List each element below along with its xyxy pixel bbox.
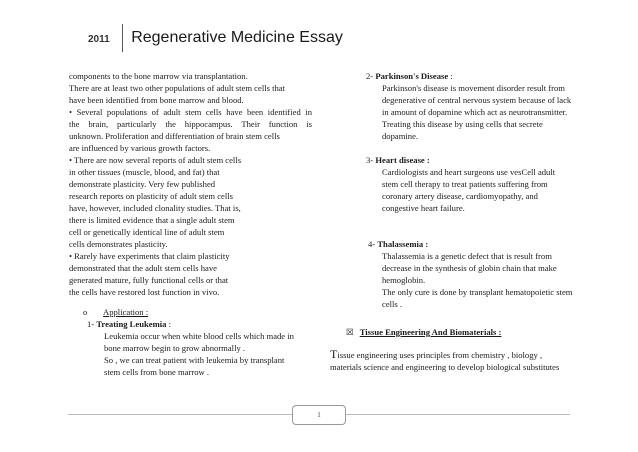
body-line: in other tissues (muscle, blood, and fat) that bbox=[69, 167, 220, 177]
body-line: The only cure is done by transplant hematopoietic stem bbox=[382, 287, 573, 297]
page-header bbox=[88, 24, 343, 52]
body-line: the cells have restored lost function in vivo. bbox=[69, 287, 220, 297]
item-number: 1- bbox=[87, 319, 95, 329]
body-line: demonstrate plasticity. Very few published bbox=[69, 179, 216, 189]
body-line: have been identified from bone marrow and blood. bbox=[69, 95, 244, 105]
application-label: Application : bbox=[103, 307, 149, 317]
item-number: 3- bbox=[366, 155, 374, 165]
header-title: Regenerative Medicine Essay bbox=[131, 29, 343, 46]
checkbox-bullet-icon: ☒ bbox=[346, 327, 354, 337]
body-line: decrease in the synthesis of globin chain that make bbox=[382, 263, 557, 273]
body-line: research reports on plasticity of adult stem cells bbox=[69, 191, 233, 201]
body-line: unknown. Proliferation and differentiation of brain stem cells bbox=[69, 131, 280, 141]
tissue-paragraph bbox=[330, 348, 590, 361]
body-line: hemoglobin. bbox=[382, 275, 426, 285]
item-title: Thalassemia : bbox=[377, 239, 429, 249]
heart-disease-heading bbox=[330, 154, 590, 166]
body-line: Treating this disease by using cells that secrete bbox=[382, 119, 543, 129]
body-line: • There are now several reports of adult stem cells bbox=[69, 155, 242, 165]
item-title: Treating Leukemia bbox=[96, 319, 167, 329]
right-column bbox=[330, 70, 590, 373]
body-line: in amount of dopamine which act as neurotransmitter. bbox=[382, 107, 568, 117]
body-line: congestive heart failure. bbox=[382, 203, 465, 213]
body-line: are influenced by various growth factors. bbox=[69, 143, 211, 153]
body-line: there is limited evidence that a single adult stem bbox=[69, 215, 235, 225]
header-divider bbox=[122, 24, 124, 52]
item-suffix: : bbox=[448, 71, 453, 81]
body-line: Thalassemia is a genetic defect that is result from bbox=[382, 251, 552, 261]
left-column bbox=[69, 70, 312, 378]
body-line: degenerative of central nervous system because of lack bbox=[382, 95, 572, 105]
body-line: dopamine. bbox=[382, 131, 419, 141]
item-title: Heart disease : bbox=[375, 155, 430, 165]
item-number: 4- bbox=[368, 239, 376, 249]
body-line: generated mature, fully functional cells or that bbox=[69, 275, 229, 285]
body-line: coronary artery disease, cardiomyopathy, and bbox=[382, 191, 538, 201]
leukemia-heading bbox=[69, 318, 312, 330]
page-number: 1 bbox=[292, 405, 346, 425]
tissue-engineering-heading bbox=[330, 326, 590, 338]
drop-letter: T bbox=[330, 347, 338, 361]
body-line: • Several populations of adult stem cells have been identified in bbox=[69, 107, 312, 117]
list-bullet: o bbox=[83, 307, 88, 317]
thalassemia-heading bbox=[330, 238, 590, 250]
application-heading bbox=[69, 306, 312, 318]
body-line: cell or genetically identical line of adult stem bbox=[69, 227, 225, 237]
body-line: the brain, particularly the hippocampus. Their function is bbox=[69, 119, 312, 129]
body-line: Cardiologists and heart surgeons use vesCell adult bbox=[382, 167, 556, 177]
body-line: Parkinson's disease is movement disorder result from bbox=[382, 83, 565, 93]
body-line: stem cell therapy to treat patients suffering from bbox=[382, 179, 548, 189]
body-line: There are at least two other populations of adult stem cells that bbox=[69, 83, 285, 93]
body-line: components to the bone marrow via transplantation. bbox=[69, 71, 248, 81]
body-line: Leukemia occur when white blood cells which made in bbox=[104, 331, 294, 341]
body-line: • Rarely have experiments that claim plasticity bbox=[69, 251, 230, 261]
item-suffix: : bbox=[166, 319, 171, 329]
parkinsons-heading bbox=[330, 70, 590, 82]
page-footer bbox=[0, 405, 638, 425]
body-line: stem cells from bone marrow . bbox=[104, 367, 210, 377]
body-line: materials science and engineering to develop biological substitutes bbox=[330, 362, 560, 372]
body-line: issue engineering uses principles from chemistry , biology , bbox=[337, 350, 543, 360]
body-line: cells demonstrates plasticity. bbox=[69, 239, 168, 249]
body-line: bone marrow begin to grow abnormally . bbox=[104, 343, 246, 353]
body-line: So , we can treat patient with leukemia by transplant bbox=[104, 355, 285, 365]
tissue-label: Tissue Engineering And Biomaterials : bbox=[359, 327, 502, 337]
header-year: 2011 bbox=[88, 33, 110, 45]
item-number: 2- bbox=[366, 71, 374, 81]
item-title: Parkinson's Disease bbox=[375, 71, 449, 81]
body-line: cells . bbox=[382, 299, 403, 309]
body-line: demonstrated that the adult stem cells have bbox=[69, 263, 217, 273]
body-line: have, however, included clonality studies. That is, bbox=[69, 203, 241, 213]
